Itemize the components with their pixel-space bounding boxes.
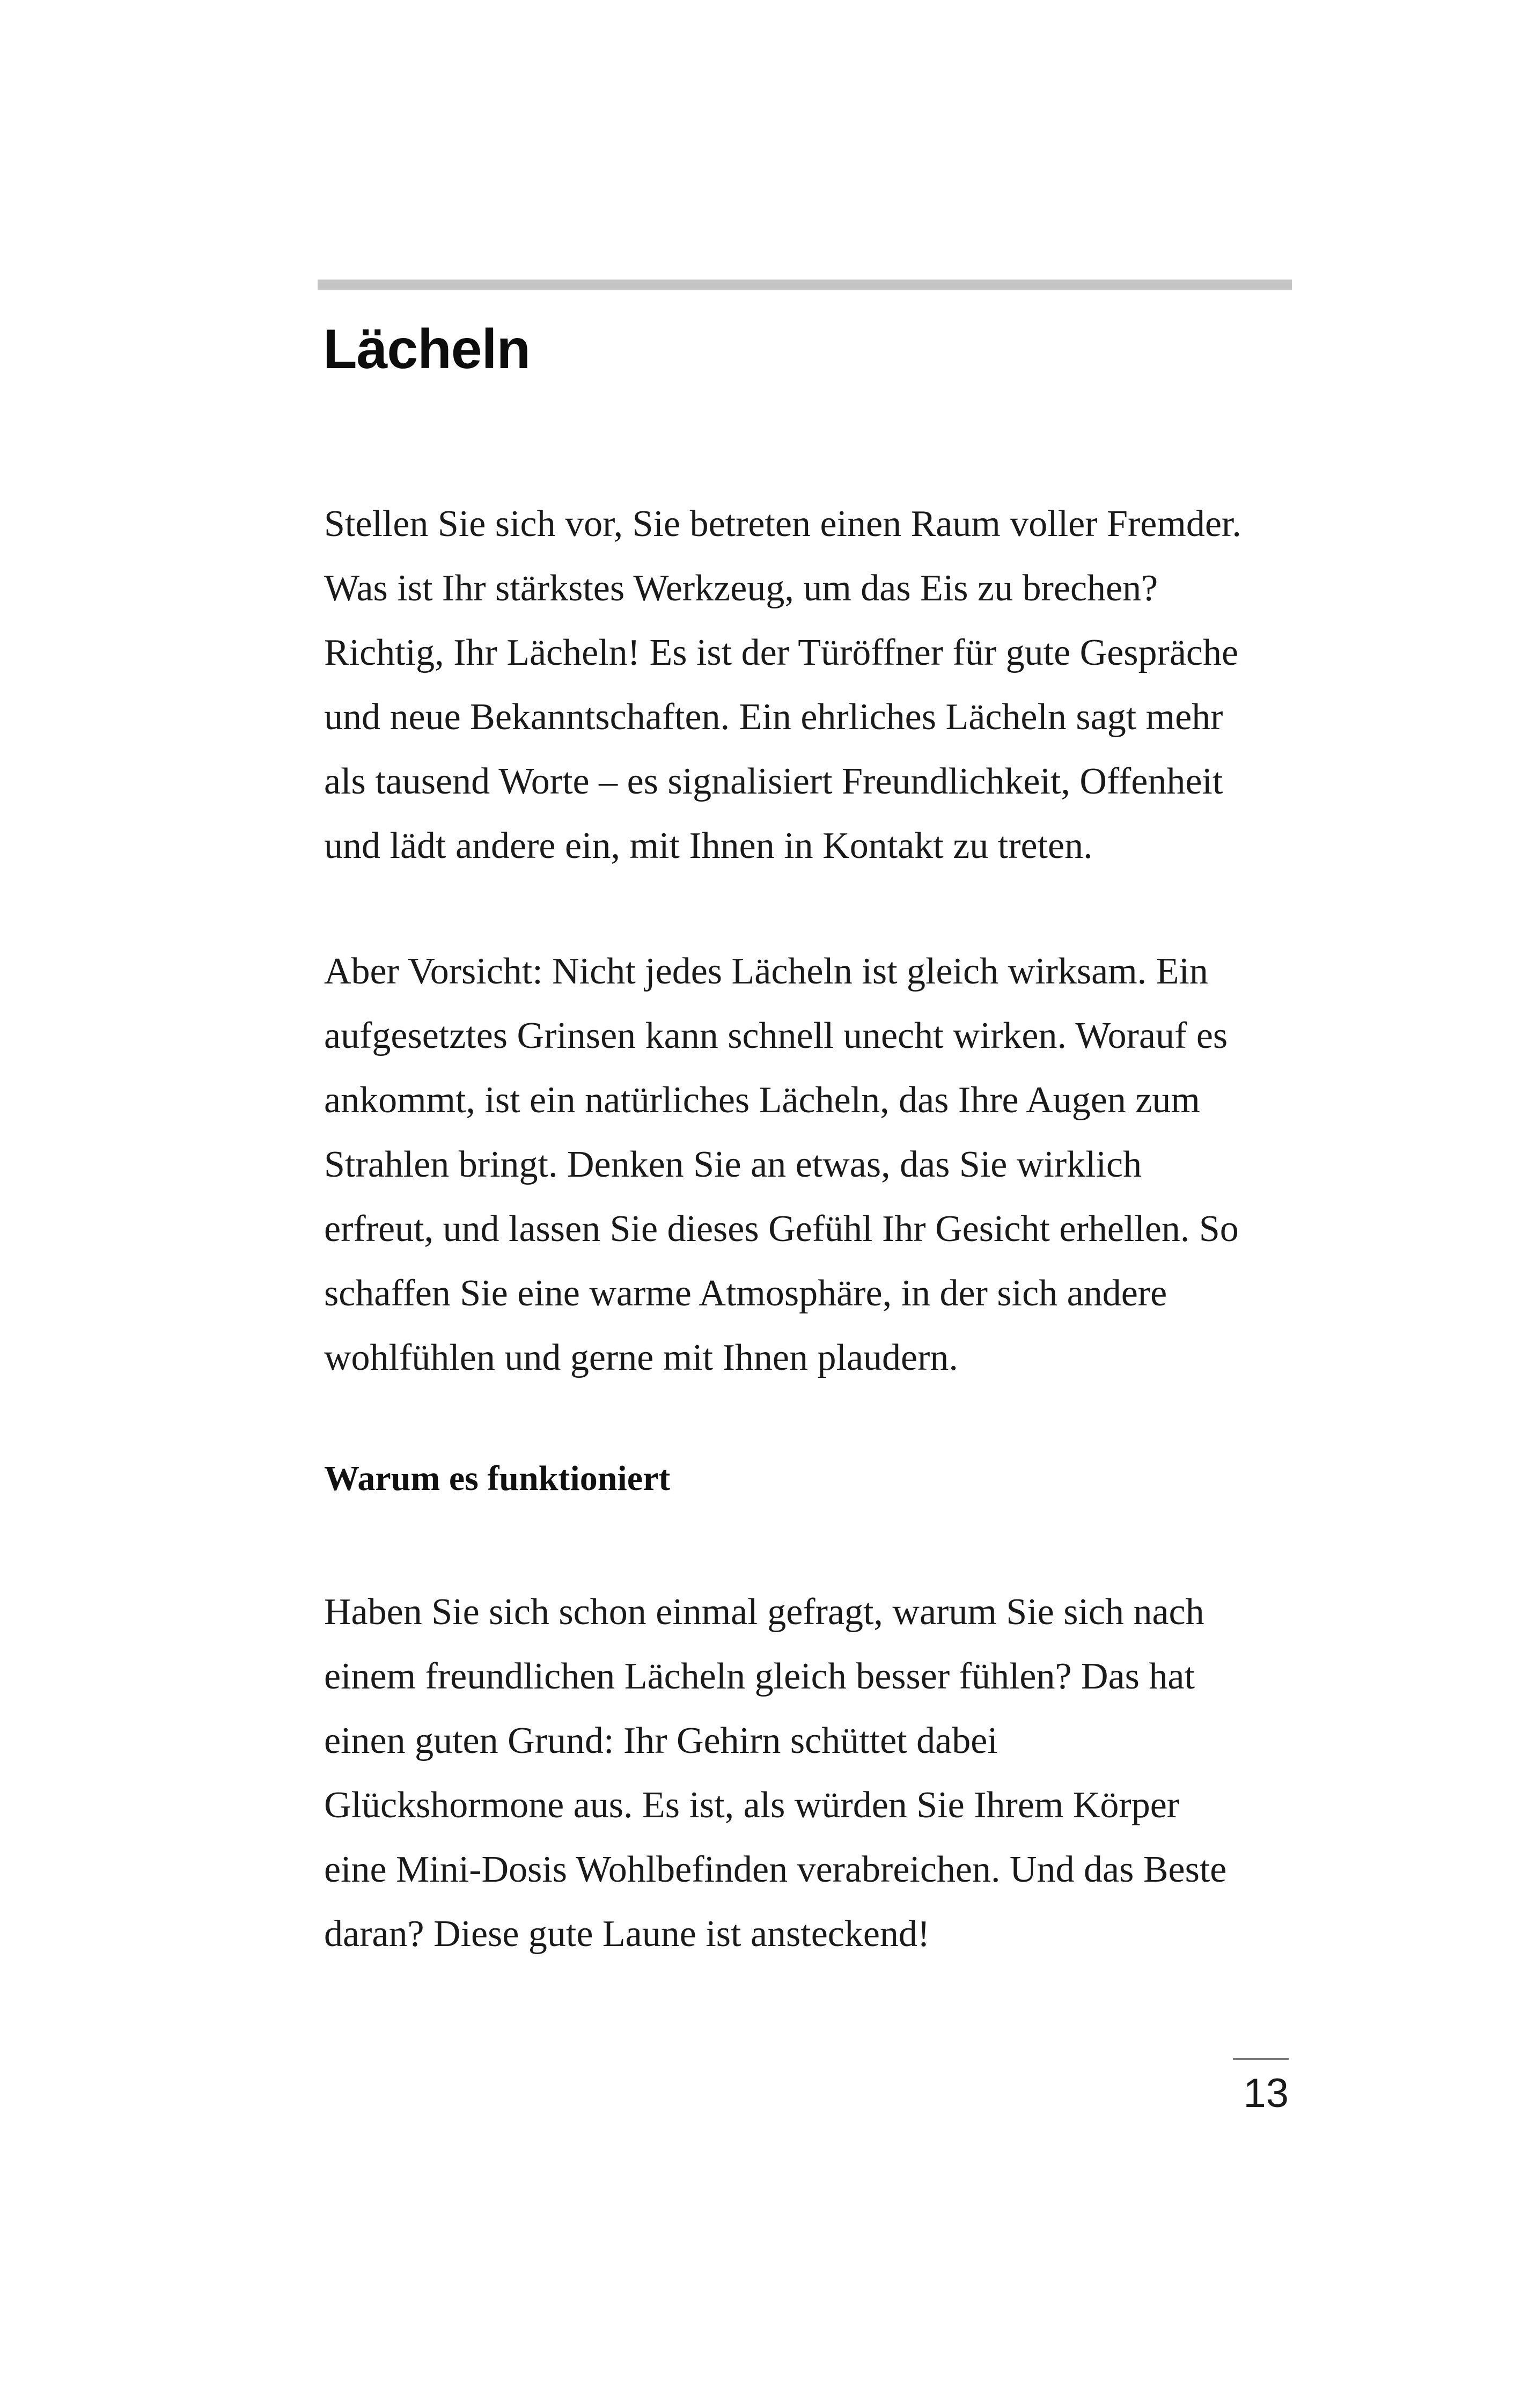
text-line: wohlfühlen und gerne mit Ihnen plaudern. (324, 1337, 958, 1378)
section-heading: Warum es funktioniert (324, 1459, 671, 1498)
paragraph-intro (324, 492, 1241, 878)
paragraph-caution (324, 939, 1239, 1390)
paragraph-explanation (324, 1580, 1226, 1966)
page-number: 13 (1243, 2071, 1289, 2116)
text-line: ankommt, ist ein natürliches Lächeln, das Ihre Augen zum (324, 1080, 1200, 1121)
text-line: schaffen Sie eine warme Atmosphäre, in der sich andere (324, 1273, 1167, 1314)
text-line: eine Mini-Dosis Wohlbefinden verabreichen. Und das Beste (324, 1849, 1227, 1890)
text-line: Haben Sie sich schon einmal gefragt, warum Sie sich nach (324, 1591, 1204, 1633)
text-line: aufgesetztes Grinsen kann schnell unecht wirken. Worauf es (324, 1015, 1228, 1056)
text-line: Glückshormone aus. Es ist, als würden Sie Ihrem Körper (324, 1785, 1180, 1826)
text-line: Strahlen bringt. Denken Sie an etwas, das Sie wirklich (324, 1144, 1142, 1185)
page-number-rule (1233, 2058, 1289, 2060)
chapter-rule (318, 280, 1292, 290)
chapter-title: Lächeln (323, 318, 530, 380)
text-line: Stellen Sie sich vor, Sie betreten einen Raum voller Fremder. (324, 503, 1241, 545)
text-line: Was ist Ihr stärkstes Werkzeug, um das Eis zu brechen? (324, 568, 1158, 609)
text-line: als tausend Worte – es signalisiert Freundlichkeit, Offenheit (324, 761, 1223, 802)
text-line: einen guten Grund: Ihr Gehirn schüttet dabei (324, 1720, 998, 1761)
text-line: und lädt andere ein, mit Ihnen in Kontakt zu treten. (324, 825, 1093, 867)
text-line: einem freundlichen Lächeln gleich besser fühlen? Das hat (324, 1656, 1195, 1697)
text-line: Richtig, Ihr Lächeln! Es ist der Türöffner für gute Gespräche (324, 632, 1239, 673)
text-line: und neue Bekanntschaften. Ein ehrliches Lächeln sagt mehr (324, 696, 1223, 738)
text-line: daran? Diese gute Laune ist ansteckend! (324, 1913, 930, 1955)
text-line: erfreut, und lassen Sie dieses Gefühl Ihr Gesicht erhellen. So (324, 1208, 1239, 1250)
text-line: Aber Vorsicht: Nicht jedes Lächeln ist gleich wirksam. Ein (324, 951, 1208, 992)
